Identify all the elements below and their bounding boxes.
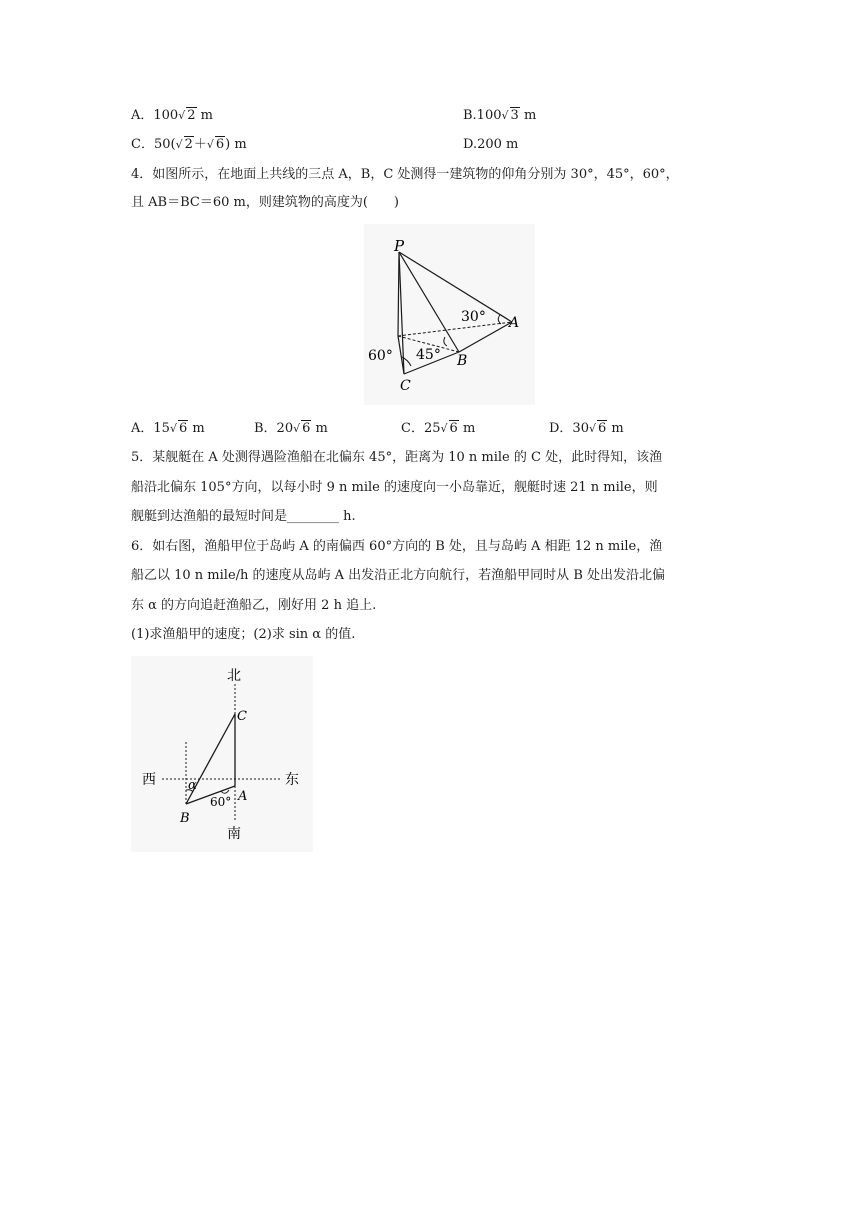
q3-option-c-unit: m [234, 137, 247, 152]
q4-text-line-2: 且 AB＝BC＝60 m，则建筑物的高度为( ) [131, 195, 399, 210]
q6-compass-diagram [131, 656, 313, 852]
q3-option-c-prefix: C．50( [131, 137, 176, 152]
q3-option-a-unit: m [200, 108, 213, 123]
q4-label-b: B [457, 353, 468, 369]
q6-label-west: 西 [142, 772, 156, 788]
sqrt-symbol: √ 6 [440, 421, 458, 436]
q4-option-c-radicand: 6 [449, 421, 458, 436]
q3-option-a-prefix: A．100 [131, 108, 179, 123]
sqrt-symbol: √ 2 [175, 137, 193, 152]
q3-option-c-radicand-1: 2 [184, 137, 193, 152]
q6-label-north: 北 [227, 668, 241, 684]
q5-text-line-1: 5．某舰艇在 A 处测得遇险渔船在北偏东 45°，距离为 10 n mile 的 C 处，此时得知，该渔 [131, 450, 663, 465]
q4-option-a-radicand: 6 [178, 421, 188, 436]
q3-option-a [131, 106, 213, 126]
q4-label-30deg: 30° [461, 309, 486, 325]
q4-option-b-radicand: 6 [302, 421, 311, 436]
q3-option-b-unit: m [523, 108, 537, 123]
q6-text-line-2: 船乙以 10 n mile/h 的速度从岛屿 A 出发沿正北方向航行，若渔船甲同时从 B 处出发沿北偏 [131, 568, 666, 583]
q4-option-d-radicand: 6 [597, 421, 607, 436]
q4-option-b-prefix: B．20 [254, 421, 294, 436]
q6-label-alpha: α [188, 778, 197, 793]
q4-label-p: P [394, 237, 405, 255]
q6-label-c: C [237, 709, 247, 724]
q6-figure [131, 656, 313, 852]
q3-option-c-plus: ＋ [193, 137, 207, 152]
q3-option-a-radicand: 2 [187, 108, 196, 123]
q6-label-east: 东 [285, 772, 299, 788]
q4-label-60deg: 60° [368, 348, 393, 364]
sqrt-symbol: √ 6 [206, 137, 225, 152]
q4-label-c: C [400, 378, 411, 394]
q3-option-b-prefix: B.100 [463, 108, 502, 123]
q4-figure [364, 224, 535, 405]
q3-option-b-radicand: 3 [510, 108, 519, 123]
q3-option-c [131, 135, 247, 155]
q4-text-line-1: 4．如图所示，在地面上共线的三点 A，B，C 处测得一建筑物的仰角分别为 30°，45°，60°， [131, 167, 679, 182]
q4-option-a-prefix: A．15 [131, 421, 170, 436]
q4-label-a: A [509, 315, 520, 331]
q3-option-c-suffix: ) [225, 137, 231, 152]
sqrt-symbol: √ 6 [293, 421, 311, 436]
q4-option-a [131, 419, 205, 439]
q4-option-d-unit: m [611, 421, 624, 436]
q6-label-a: A [238, 789, 248, 804]
sqrt-symbol: √ 3 [501, 108, 519, 123]
sqrt-symbol: √ 6 [169, 421, 188, 436]
q4-label-45deg: 45° [416, 347, 441, 363]
q6-label-60deg: 60° [210, 795, 232, 809]
q5-text-line-2: 船沿北偏东 105°方向，以每小时 9 n mile 的速度向一小岛靠近，舰艇时速 21 n mile，则 [131, 480, 658, 495]
q4-pyramid-diagram [364, 224, 535, 405]
q6-text-line-3: 东 α 的方向追赶渔船乙，刚好用 2 h 追上. [131, 598, 377, 613]
sqrt-symbol: √ 2 [178, 108, 196, 123]
q6-label-b: B [180, 811, 190, 826]
q4-option-c-unit: m [462, 421, 476, 436]
q3-option-c-radicand-2: 6 [215, 137, 225, 152]
q4-option-d-prefix: D．30 [549, 421, 589, 436]
q4-option-b-unit: m [315, 421, 328, 436]
q4-option-c [401, 419, 475, 439]
q6-text-line-4: (1)求渔船甲的速度；(2)求 sin α 的值. [131, 627, 356, 642]
q6-label-south: 南 [227, 826, 241, 842]
q3-option-d: D.200 m [463, 137, 519, 152]
q4-option-b [254, 419, 328, 439]
q6-text-line-1: 6．如右图，渔船甲位于岛屿 A 的南偏西 60°方向的 B 处，且与岛屿 A 相距 12 n mile，渔 [131, 539, 663, 554]
q3-option-b [463, 106, 536, 126]
q4-option-c-prefix: C．25 [401, 421, 441, 436]
sqrt-symbol: √ 6 [588, 421, 607, 436]
q4-option-d [549, 419, 624, 439]
q4-option-a-unit: m [192, 421, 205, 436]
q5-text-line-3: 舰艇到达渔船的最短时间是________ h. [131, 509, 356, 524]
